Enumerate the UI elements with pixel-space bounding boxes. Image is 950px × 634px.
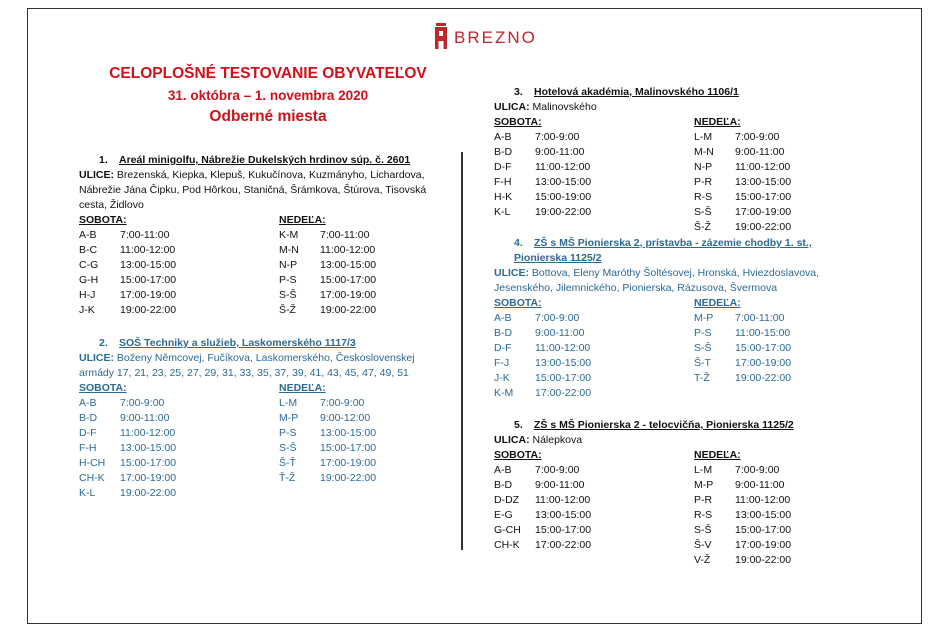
time-range: 7:00-11:00	[120, 229, 170, 241]
time-range: 19:00-22:00	[535, 206, 592, 218]
page-title: CELOPLOŠNÉ TESTOVANIE OBYVATEĽOV	[109, 65, 427, 82]
time-range: 13:00-15:00	[535, 509, 592, 521]
time-range: 17:00-19:00	[120, 472, 177, 484]
time-range: 17:00-19:00	[320, 457, 377, 469]
streets: ULICA: Nálepkova	[494, 434, 583, 446]
sunday-column	[694, 115, 791, 235]
time-range: 7:00-9:00	[320, 397, 365, 409]
time-range: 7:00-9:00	[535, 464, 580, 476]
streets: ULICE: Brezenská, Kiepka, Klepuš, Kukučínova, Kuzmányho, Lichardova, Nábrežie Jána Čipku, Pod Hôrkou, Staničná, Šrámkova, Štúrova, Tisovská cesta, Židlovo	[79, 169, 427, 211]
schedule-row	[494, 145, 591, 160]
schedule-row	[279, 273, 376, 288]
schedule-row	[494, 463, 591, 478]
letter-range: B-D	[494, 146, 513, 158]
time-range: 9:00-11:00	[535, 479, 585, 491]
time-range: 13:00-15:00	[735, 176, 792, 188]
schedule-row	[494, 356, 591, 371]
time-range: 7:00-9:00	[535, 131, 580, 143]
section-heading: 2. SOŠ Techniky a služieb, Laskomerského 1117/3	[99, 337, 356, 349]
schedule-row	[79, 396, 176, 411]
letter-range: L-M	[279, 397, 298, 409]
schedule-row	[79, 303, 176, 318]
saturday-column	[494, 115, 591, 220]
time-range: 17:00-19:00	[735, 357, 792, 369]
letter-range: P-S	[279, 274, 297, 286]
section-3	[494, 85, 854, 235]
schedule-row	[279, 258, 376, 273]
schedule-row	[494, 508, 591, 523]
time-range: 19:00-22:00	[120, 487, 177, 499]
logo-text: BREZNO	[454, 28, 537, 47]
letter-range: H-CH	[79, 457, 106, 469]
letter-range: V-Ž	[694, 554, 711, 566]
time-range: 19:00-22:00	[320, 304, 377, 316]
time-range: 7:00-11:00	[320, 229, 370, 241]
time-range: 7:00-9:00	[735, 464, 780, 476]
time-range: 7:00-9:00	[120, 397, 165, 409]
sunday-column	[694, 448, 791, 568]
time-range: 15:00-17:00	[735, 191, 792, 203]
letter-range: CH-K	[79, 472, 105, 484]
schedule-row	[694, 145, 791, 160]
time-range: 11:00-12:00	[735, 161, 791, 173]
saturday-column	[79, 213, 176, 318]
sunday-column	[279, 381, 376, 486]
schedule-row	[279, 441, 376, 456]
letter-range: G-CH	[494, 524, 521, 536]
sunday-column	[279, 213, 376, 318]
time-range: 7:00-9:00	[535, 312, 580, 324]
schedule-row	[494, 326, 591, 341]
schedule-row	[694, 478, 791, 493]
section-4	[494, 236, 864, 401]
letter-range: J-K	[494, 372, 510, 384]
letter-range: A-B	[494, 464, 512, 476]
schedule-row	[694, 160, 791, 175]
time-range: 11:00-12:00	[535, 342, 591, 354]
streets: ULICA: Malinovského	[494, 101, 597, 113]
schedule-row	[494, 205, 591, 220]
schedule-row	[79, 243, 176, 258]
schedule-row	[694, 463, 791, 478]
time-range: 17:00-19:00	[735, 206, 792, 218]
letter-range: K-M	[279, 229, 299, 241]
time-range: 17:00-19:00	[735, 539, 792, 551]
letter-range: N-P	[279, 259, 298, 271]
letter-range: B-C	[79, 244, 98, 256]
schedule-row	[694, 220, 791, 235]
schedule-row	[279, 303, 376, 318]
column-divider	[461, 152, 463, 550]
letter-range: B-D	[79, 412, 98, 424]
letter-range: Ť-Ž	[279, 472, 296, 484]
schedule-row	[694, 508, 791, 523]
schedule-row	[494, 190, 591, 205]
schedule-row	[79, 486, 176, 501]
schedule-row	[694, 130, 791, 145]
schedule-row	[79, 258, 176, 273]
letter-range: H-K	[494, 191, 513, 203]
time-range: 13:00-15:00	[120, 442, 177, 454]
time-range: 17:00-19:00	[120, 289, 177, 301]
sunday-label: NEDEĽA:	[694, 297, 741, 309]
time-range: 19:00-22:00	[735, 372, 792, 384]
time-range: 17:00-22:00	[535, 539, 592, 551]
letter-range: S-Š	[694, 524, 712, 536]
time-range: 19:00-22:00	[120, 304, 177, 316]
letter-range: M-P	[279, 412, 299, 424]
schedule-row	[494, 311, 591, 326]
letter-range: P-R	[694, 176, 713, 188]
schedule-row	[494, 130, 591, 145]
schedule-row	[279, 396, 376, 411]
time-range: 7:00-11:00	[735, 312, 785, 324]
time-range: 13:00-15:00	[535, 176, 592, 188]
letter-range: S-Š	[279, 289, 297, 301]
schedule-row	[694, 341, 791, 356]
letter-range: P-R	[694, 494, 713, 506]
letter-range: A-B	[494, 312, 512, 324]
letter-range: F-H	[79, 442, 97, 454]
letter-range: P-S	[694, 327, 712, 339]
time-range: 9:00-11:00	[535, 146, 585, 158]
schedule-row	[279, 411, 376, 426]
letter-range: H-J	[79, 289, 96, 301]
schedule-row	[694, 205, 791, 220]
time-range: 11:00-12:00	[535, 161, 591, 173]
section-2	[79, 336, 449, 501]
schedule-row	[79, 273, 176, 288]
streets: ULICE: Bottova, Eleny Maróthy Šoltésovej, Hronská, Hviezdoslavova, Jesenského, Jilemnického, Pionierska, Rázusova, Švermova	[494, 267, 820, 294]
schedule	[79, 381, 449, 501]
schedule-row	[79, 228, 176, 243]
letter-range: K-L	[79, 487, 96, 499]
schedule-row	[694, 326, 791, 341]
schedule-row	[279, 456, 376, 471]
sunday-label: NEDEĽA:	[694, 116, 741, 128]
schedule-row	[79, 411, 176, 426]
letter-range: D-DZ	[494, 494, 520, 506]
time-range: 17:00-22:00	[535, 387, 592, 399]
letter-range: Š-T	[694, 357, 711, 369]
time-range: 11:00-12:00	[535, 494, 591, 506]
time-range: 9:00-11:00	[120, 412, 170, 424]
time-range: 9:00-11:00	[735, 479, 785, 491]
letter-range: C-G	[79, 259, 99, 271]
letter-range: M-P	[694, 312, 714, 324]
saturday-label: SOBOTA:	[494, 449, 542, 461]
time-range: 11:00-12:00	[320, 244, 376, 256]
schedule-row	[694, 523, 791, 538]
schedule-row	[694, 311, 791, 326]
schedule-row	[694, 175, 791, 190]
saturday-label: SOBOTA:	[79, 214, 127, 226]
time-range: 13:00-15:00	[320, 259, 377, 271]
schedule-row	[494, 371, 591, 386]
sunday-label: NEDEĽA:	[694, 449, 741, 461]
letter-range: F-H	[494, 176, 512, 188]
letter-range: R-S	[694, 191, 713, 203]
time-range: 15:00-17:00	[735, 524, 792, 536]
time-range: 11:00-12:00	[120, 427, 176, 439]
letter-range: E-G	[494, 509, 513, 521]
schedule-row	[494, 175, 591, 190]
schedule-row	[694, 371, 791, 386]
schedule-row	[494, 538, 591, 553]
page-dates: 31. októbra – 1. novembra 2020	[167, 88, 369, 103]
schedule-row	[279, 243, 376, 258]
letter-range: Š-Ž	[279, 304, 296, 316]
letter-range: S-Š	[279, 442, 297, 454]
letter-range: A-B	[79, 397, 97, 409]
schedule-row	[694, 190, 791, 205]
schedule-row	[494, 493, 591, 508]
time-range: 15:00-17:00	[120, 274, 177, 286]
time-range: 13:00-15:00	[120, 259, 177, 271]
time-range: 15:00-17:00	[320, 274, 377, 286]
saturday-label: SOBOTA:	[494, 297, 542, 309]
schedule-row	[279, 228, 376, 243]
saturday-column	[494, 296, 591, 401]
letter-range: F-J	[494, 357, 510, 369]
sunday-label: NEDEĽA:	[279, 214, 326, 226]
schedule-row	[79, 456, 176, 471]
schedule-row	[79, 426, 176, 441]
letter-range: N-P	[694, 161, 713, 173]
schedule-row	[694, 553, 791, 568]
time-range: 15:00-17:00	[120, 457, 177, 469]
section-heading: 3. Hotelová akadémia, Malinovského 1106/1	[514, 86, 739, 98]
section-heading: 5. ZŠ s MŠ Pionierska 2 - telocvičňa, Pionierska 1125/2	[514, 419, 794, 431]
page-subtitle: Odberné miesta	[209, 108, 327, 125]
time-range: 19:00-22:00	[320, 472, 377, 484]
letter-range: CH-K	[494, 539, 520, 551]
time-range: 15:00-17:00	[535, 372, 592, 384]
saturday-label: SOBOTA:	[494, 116, 542, 128]
schedule	[494, 448, 864, 568]
letter-range: G-H	[79, 274, 99, 286]
time-range: 11:00-12:00	[120, 244, 176, 256]
saturday-column	[79, 381, 176, 501]
letter-range: A-B	[494, 131, 512, 143]
schedule	[494, 296, 864, 401]
sunday-column	[694, 296, 791, 386]
time-range: 7:00-9:00	[735, 131, 780, 143]
sunday-label: NEDEĽA:	[279, 382, 326, 394]
letter-range: L-M	[694, 464, 713, 476]
time-range: 15:00-19:00	[535, 191, 592, 203]
schedule-row	[694, 356, 791, 371]
letter-range: R-S	[694, 509, 713, 521]
letter-range: D-F	[79, 427, 97, 439]
schedule-row	[694, 493, 791, 508]
time-range: 13:00-15:00	[320, 427, 377, 439]
schedule-row	[79, 471, 176, 486]
time-range: 9:00-11:00	[535, 327, 585, 339]
letter-range: K-L	[494, 206, 511, 218]
letter-range: Š-Ž	[694, 221, 711, 233]
letter-range: S-Š	[694, 342, 712, 354]
section-heading: 1. Areál minigolfu, Nábrežie Dukelských hrdinov súp. č. 2601	[99, 154, 411, 166]
section-5	[494, 418, 864, 568]
schedule-row	[494, 386, 591, 401]
letter-range: T-Ž	[694, 372, 710, 384]
letter-range: B-D	[494, 327, 513, 339]
schedule-row	[279, 288, 376, 303]
time-range: 15:00-17:00	[320, 442, 377, 454]
time-range: 19:00-22:00	[735, 221, 792, 233]
schedule	[79, 213, 449, 318]
section-heading: 4. ZŠ s MŠ Pionierska 2, prístavba - zázemie chodby 1. st.,	[514, 237, 812, 249]
schedule-row	[494, 523, 591, 538]
time-range: 13:00-15:00	[535, 357, 592, 369]
letter-range: J-K	[79, 304, 95, 316]
time-range: 11:00-15:00	[735, 327, 791, 339]
letter-range: P-S	[279, 427, 297, 439]
letter-range: M-P	[694, 479, 714, 491]
letter-range: M-N	[694, 146, 714, 158]
tower-icon	[432, 22, 450, 50]
letter-range: B-D	[494, 479, 513, 491]
time-range: 13:00-15:00	[735, 509, 792, 521]
letter-range: S-Š	[694, 206, 712, 218]
saturday-label: SOBOTA:	[79, 382, 127, 394]
schedule	[494, 115, 854, 235]
time-range: 15:00-17:00	[535, 524, 592, 536]
schedule-row	[494, 160, 591, 175]
schedule-row	[279, 426, 376, 441]
letter-range: D-F	[494, 342, 512, 354]
streets: ULICE: Boženy Němcovej, Fučíkova, Laskomerského, Československej armády 17, 21, 23, 25, 27, 29, 31, 33, 35, 37, 39, 41, 43, 45, 47, 49, 51	[79, 352, 415, 379]
time-range: 19:00-22:00	[735, 554, 792, 566]
saturday-column	[494, 448, 591, 553]
letter-range: A-B	[79, 229, 97, 241]
time-range: 11:00-12:00	[735, 494, 791, 506]
section-1	[79, 153, 449, 318]
schedule-row	[79, 288, 176, 303]
schedule-row	[79, 441, 176, 456]
letter-range: M-N	[279, 244, 299, 256]
letter-range: L-M	[694, 131, 713, 143]
schedule-row	[279, 471, 376, 486]
letter-range: D-F	[494, 161, 512, 173]
letter-range: Š-Ť	[279, 457, 296, 469]
time-range: 17:00-19:00	[320, 289, 377, 301]
letter-range: Š-V	[694, 539, 712, 551]
schedule-row	[494, 478, 591, 493]
time-range: 9:00-12:00	[320, 412, 371, 424]
schedule-row	[494, 341, 591, 356]
time-range: 15:00-17:00	[735, 342, 792, 354]
time-range: 9:00-11:00	[735, 146, 785, 158]
schedule-row	[694, 538, 791, 553]
letter-range: K-M	[494, 387, 514, 399]
section-heading-line2: Pionierska 1125/2	[514, 252, 602, 264]
